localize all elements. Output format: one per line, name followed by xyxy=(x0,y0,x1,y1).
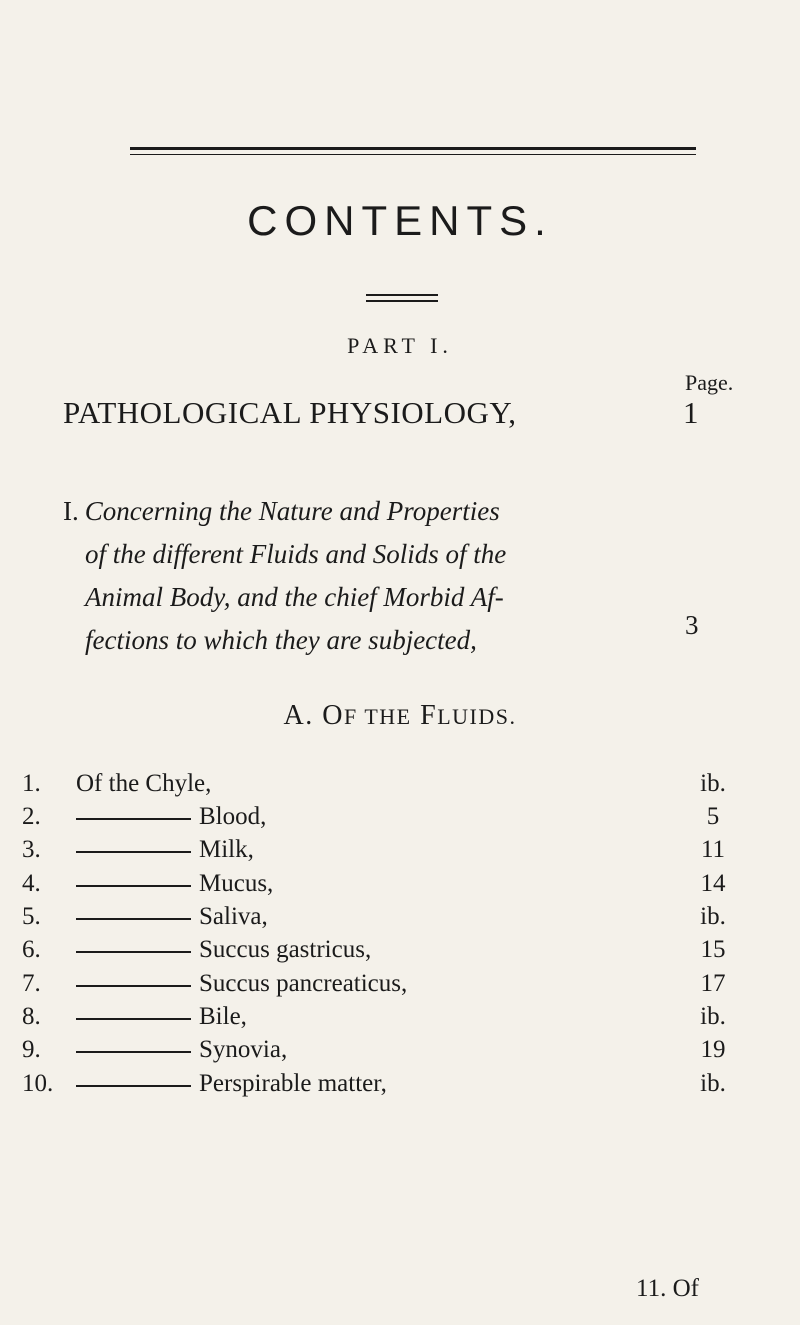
catchword: 11. Of xyxy=(636,1275,699,1302)
entry-number: 4. xyxy=(22,870,41,897)
entry-number: 9. xyxy=(22,1036,41,1063)
entry-label: Succus gastricus, xyxy=(199,936,372,963)
ditto-dash xyxy=(76,918,191,920)
top-rule-thin xyxy=(130,154,696,155)
chapter-number: I. xyxy=(63,496,79,526)
subsection-of-rest: F THE xyxy=(344,704,412,729)
subsection-fluids-rest: LUIDS. xyxy=(437,704,517,729)
entry-page: 5 xyxy=(706,803,720,830)
entry-number: 3. xyxy=(22,836,41,863)
list-item xyxy=(0,803,800,837)
list-item xyxy=(0,1036,800,1070)
entry-page: 11 xyxy=(700,836,726,863)
ditto-dash xyxy=(76,885,191,887)
list-item xyxy=(0,770,800,804)
list-item xyxy=(0,936,800,970)
subsection-letter: A. xyxy=(283,700,314,731)
part-label: PART I. xyxy=(347,333,453,358)
entry-number: 10. xyxy=(22,1070,54,1097)
entry-page: 15 xyxy=(700,936,726,963)
entry-page: 14 xyxy=(700,870,726,897)
list-item xyxy=(0,903,800,937)
entry-number: 2. xyxy=(22,803,41,830)
list-item xyxy=(0,870,800,904)
entry-label: Bile, xyxy=(199,1003,247,1030)
entry-page: ib. xyxy=(700,903,726,930)
subsection-fluids-initial: F xyxy=(420,700,438,731)
entry-page: ib. xyxy=(700,1003,726,1030)
entry-number: 6. xyxy=(22,936,41,963)
chapter-entry xyxy=(63,490,623,662)
ditto-dash xyxy=(76,985,191,987)
subsection-of-initial: O xyxy=(322,700,344,731)
chapter-line-3: Animal Body, and the chief Morbid Af- xyxy=(85,582,504,612)
list-item xyxy=(0,1003,800,1037)
entry-label: Synovia, xyxy=(199,1036,288,1063)
ditto-dash xyxy=(76,1085,191,1087)
entry-label: Perspirable matter, xyxy=(199,1070,387,1097)
entry-label: Saliva, xyxy=(199,903,268,930)
entry-page: ib. xyxy=(700,1070,726,1097)
ditto-dash xyxy=(76,818,191,820)
ditto-dash xyxy=(76,851,191,853)
part-title-page: 1 xyxy=(683,395,699,430)
ditto-dash xyxy=(76,951,191,953)
chapter-line-2: of the different Fluids and Solids of the xyxy=(85,539,507,569)
ditto-dash xyxy=(76,1051,191,1053)
entry-label: Milk, xyxy=(199,836,254,863)
entry-number: 5. xyxy=(22,903,41,930)
double-rule-upper xyxy=(366,294,438,296)
entry-page: ib. xyxy=(700,770,726,797)
list-item xyxy=(0,970,800,1004)
list-item xyxy=(0,836,800,870)
entry-page: 19 xyxy=(700,1036,726,1063)
chapter-line-4: fections to which they are subjected, xyxy=(85,625,477,655)
entry-label: Of the Chyle, xyxy=(76,770,212,797)
entry-page: 17 xyxy=(700,970,726,997)
top-rule-thick xyxy=(130,147,696,150)
chapter-page: 3 xyxy=(685,610,699,640)
part-title: PATHOLOGICAL PHYSIOLOGY, xyxy=(63,395,517,430)
contents-heading: CONTENTS. xyxy=(247,197,553,244)
double-rule-lower xyxy=(366,300,438,302)
entry-number: 1. xyxy=(22,770,41,797)
entry-label: Blood, xyxy=(199,803,267,830)
entry-label: Mucus, xyxy=(199,870,274,897)
list-item xyxy=(0,1070,800,1104)
entry-number: 7. xyxy=(22,970,41,997)
chapter-line-1: Concerning the Nature and Properties xyxy=(84,496,500,526)
entry-number: 8. xyxy=(22,1003,41,1030)
ditto-dash xyxy=(76,1018,191,1020)
page-column-label: Page. xyxy=(685,370,734,395)
subsection-heading xyxy=(0,700,800,732)
entry-label: Succus pancreaticus, xyxy=(199,970,408,997)
